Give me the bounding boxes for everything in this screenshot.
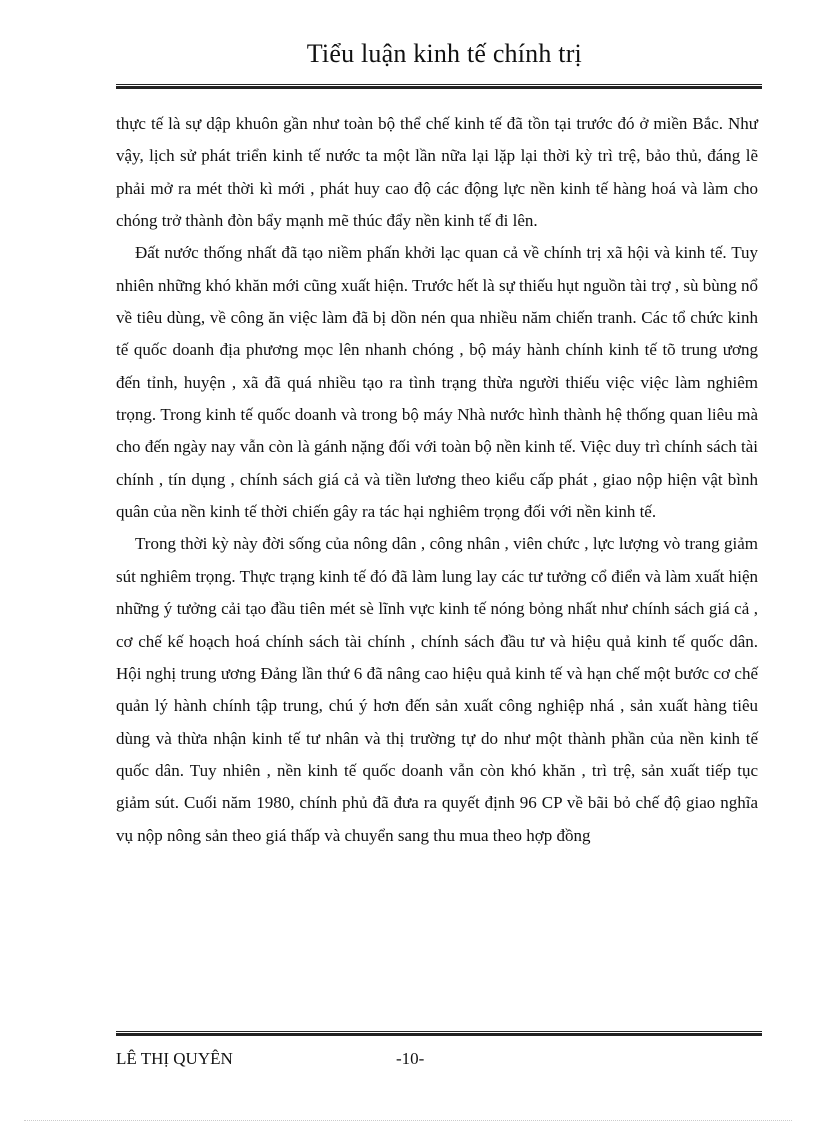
header-divider: [116, 84, 762, 89]
paragraph: Trong thời kỳ này đời sống của nông dân , công nhân , viên chức , lực lượng vò trang giảm sút nghiêm trọng. Thực trạng kinh tế đó đã làm lung lay các tư tưởng cổ điển và làm xuất hiện những ý tưởng cải tạo đầu tiên mét sè lĩnh vực kinh tế nóng bỏng nhất như chính sách giá cả , cơ chế kế hoạch hoá chính sách tài chính , chính sách đầu tư và hiệu quả kinh tế quốc dân. Hội nghị trung ương Đảng lần thứ 6 đã nâng cao hiệu quả kinh tế và hạn chế một bước cơ chế quản lý hành chính tập trung, chú ý hơn đến sản xuất công nghiệp nhá , sản xuất hàng tiêu dùng và thừa nhận kinh tế tư nhân và thị trường tự do như một thành phần của nền kinh tế quốc dân. Tuy nhiên , nền kinh tế quốc doanh vẫn còn khó khăn , trì trệ, sản xuất tiếp tục giảm sút. Cuối năm 1980, chính phủ đã đưa ra quyết định 96 CP về bãi bỏ chế độ giao nghĩa vụ nộp nông sản theo giá thấp và chuyển sang thu mua theo hợp đồng: [116, 534, 758, 845]
paragraph: Đất nước thống nhất đã tạo niềm phấn khởi lạc quan cả về chính trị xã hội và kinh tế. Tuy nhiên những khó khăn mới cũng xuất hiện. Trước hết là sự thiếu hụt nguồn tài trợ , sù bùng nổ về tiêu dùng, về công ăn việc làm đã bị dồn nén qua nhiều năm chiến tranh. Các tổ chức kinh tế quốc doanh địa phương mọc lên nhanh chóng , bộ máy hành chính kinh tế tõ trung ương đến tỉnh, huyện , xã đã quá nhiều tạo ra tình trạng thừa người thiếu việc việc làm nghiêm trọng. Trong kinh tế quốc doanh và trong bộ máy Nhà nước hình thành hệ thống quan liêu mà cho đến ngày nay vẫn còn là gánh nặng đối với toàn bộ nền kinh tế. Việc duy trì chính sách tài chính , tín dụng , chính sách giá cả và tiền lương theo kiểu cấp phát , giao nộp hiện vật bình quân của nền kinh tế thời chiến gây ra tác hại nghiêm trọng đối với nền kinh tế.: [116, 243, 758, 522]
document-body: [116, 108, 758, 852]
footer-divider: [116, 1031, 762, 1036]
page-header-title: Tiểu luận kinh tế chính trị: [306, 39, 582, 68]
footer-author: LÊ THỊ QUYÊN: [116, 1049, 233, 1068]
page-edge-divider: [24, 1120, 792, 1121]
paragraph-continuation: thực tế là sự dập khuôn gần như toàn bộ thể chế kinh tế đã tồn tại trước đó ở miền Bắc. Như vậy, lịch sử phát triển kinh tế nước ta một lần nữa lại lặp lại thời kỳ trì trệ, bảo thủ, đáng lẽ phải mở ra mét thời kì mới , phát huy cao độ các động lực nền kinh tế hàng hoá và làm cho chóng trở thành đòn bẩy mạnh mẽ thúc đẩy nền kinh tế đi lên.: [116, 114, 758, 231]
page-number: -10-: [396, 1049, 425, 1068]
